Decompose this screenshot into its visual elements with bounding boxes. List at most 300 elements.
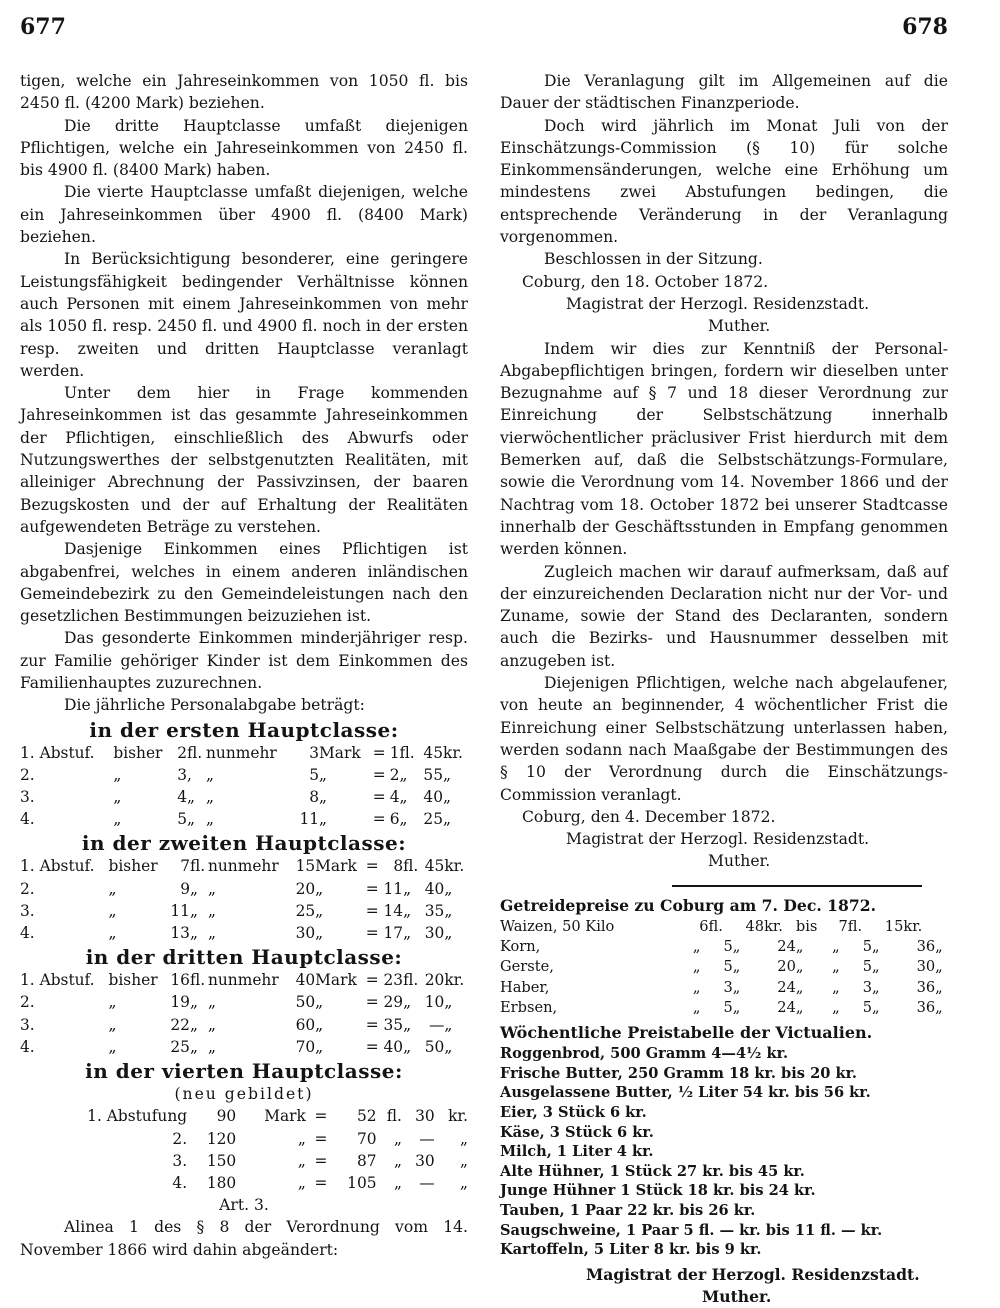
victuals-list bbox=[500, 1044, 948, 1260]
class-heading-2: in der zweiten Hauptclasse: bbox=[81, 831, 407, 856]
table-cell: = bbox=[365, 1015, 379, 1034]
table-cell: = bbox=[365, 971, 379, 990]
section-divider bbox=[672, 885, 922, 887]
table-cell: — bbox=[428, 1015, 445, 1034]
table-cell: Mark bbox=[264, 1107, 306, 1126]
table-cell: = bbox=[372, 810, 386, 829]
rates-table-3 bbox=[20, 969, 468, 1058]
page-number-right: 678 bbox=[902, 14, 948, 40]
table-cell: 19 bbox=[170, 993, 190, 1012]
table-cell: 3. bbox=[20, 901, 35, 920]
signature-name: Muther. bbox=[708, 852, 771, 871]
table-cell: 90 bbox=[216, 1107, 237, 1126]
table-cell: 4. bbox=[20, 810, 35, 829]
table-cell: „ bbox=[692, 938, 701, 956]
table-cell: 3. bbox=[172, 1151, 188, 1170]
table-row bbox=[20, 1105, 468, 1127]
grain-prices-table bbox=[500, 917, 948, 1018]
table-cell: „ bbox=[189, 901, 198, 920]
table-cell: 24 bbox=[777, 998, 796, 1016]
table-cell: fl. bbox=[187, 743, 203, 762]
table-cell: „ bbox=[732, 978, 741, 996]
table-cell: „ bbox=[444, 1015, 453, 1034]
list-item: Junge Hühner 1 Stück 18 kr. bis 24 kr. bbox=[500, 1182, 816, 1200]
table-cell: 45 bbox=[424, 857, 445, 876]
table-cell: 7 bbox=[180, 857, 190, 876]
right-column bbox=[500, 70, 948, 1308]
list-item: Frische Butter, 250 Gramm 18 kr. bis 20 kr. bbox=[500, 1064, 858, 1082]
table-cell: kr. bbox=[443, 743, 463, 762]
table-cell: „ bbox=[403, 901, 412, 920]
table-cell: 25 bbox=[423, 810, 444, 829]
table-cell: — bbox=[419, 1173, 435, 1192]
table-row bbox=[20, 764, 468, 786]
table-cell: „ bbox=[315, 993, 324, 1012]
table-cell: 5 bbox=[862, 998, 873, 1016]
table-cell: „ bbox=[872, 978, 880, 996]
list-item: Kartoffeln, 5 Liter 8 kr. bis 9 kr. bbox=[500, 1241, 762, 1259]
signature-authority: Magistrat der Herzogl. Residenzstadt. bbox=[566, 830, 870, 849]
table-cell: kr. bbox=[764, 917, 783, 935]
table-cell: „ bbox=[795, 978, 804, 996]
table-row bbox=[500, 957, 948, 977]
table-row bbox=[20, 1150, 468, 1172]
table-cell: 20 bbox=[424, 971, 445, 990]
table-cell: „ bbox=[403, 1037, 412, 1056]
table-cell: „ bbox=[872, 938, 880, 956]
table-cell: kr. bbox=[448, 1107, 468, 1126]
table-cell: 6 bbox=[389, 810, 400, 829]
table-cell: 50 bbox=[424, 1037, 445, 1056]
table-cell: Korn, bbox=[500, 938, 541, 956]
table-cell: 3 bbox=[177, 765, 188, 784]
paragraph: Die Veranlagung gilt im Allgemeinen auf die Dauer der städtischen Finanzperiode. bbox=[500, 72, 948, 113]
list-item: Ausgelassene Butter, ½ Liter 54 kr. bis 56 kr. bbox=[500, 1084, 871, 1102]
list-item: Käse, 3 Stück 6 kr. bbox=[500, 1123, 654, 1141]
table-cell: „ bbox=[460, 1129, 468, 1148]
table-cell: „ bbox=[692, 958, 701, 976]
page-number-left: 677 bbox=[20, 14, 66, 40]
table-cell: Erbsen, bbox=[500, 998, 558, 1016]
paragraph: Die jährliche Personalabgabe beträgt: bbox=[64, 696, 365, 715]
table-cell: „ bbox=[403, 993, 412, 1012]
table-cell: Mark bbox=[319, 743, 361, 762]
table-cell: „ bbox=[935, 938, 943, 956]
table-cell: „ bbox=[795, 958, 804, 976]
table-cell: 1. Abstufung bbox=[87, 1107, 188, 1126]
table-cell: 4 bbox=[389, 788, 400, 807]
table-cell: „ bbox=[935, 958, 943, 976]
table-cell: 105 bbox=[347, 1173, 377, 1192]
table-cell: 24 bbox=[777, 978, 796, 996]
table-cell: kr. bbox=[444, 971, 465, 990]
table-cell: „ bbox=[832, 938, 840, 956]
table-cell: 70 bbox=[295, 1037, 316, 1056]
table-cell: fl. bbox=[708, 917, 723, 935]
table-cell: „ bbox=[444, 1037, 453, 1056]
table-cell: 25 bbox=[170, 1037, 190, 1056]
table-cell: „ bbox=[393, 1151, 402, 1170]
table-cell: „ bbox=[399, 765, 408, 784]
table-cell: nunmehr bbox=[206, 743, 277, 762]
table-cell: 4. bbox=[20, 1037, 35, 1056]
table-cell: „ bbox=[315, 924, 324, 943]
table-cell: 4. bbox=[20, 924, 35, 943]
table-cell: = bbox=[365, 993, 379, 1012]
table-cell: „ bbox=[108, 879, 117, 898]
table-cell: 20 bbox=[295, 879, 316, 898]
table-cell: 9 bbox=[180, 879, 190, 898]
table-cell: „ bbox=[319, 788, 328, 807]
table-cell: „ bbox=[315, 901, 324, 920]
table-cell: = bbox=[314, 1151, 328, 1170]
table-cell: fl. bbox=[403, 971, 419, 990]
signature-authority: Magistrat der Herzogl. Residenzstadt. bbox=[566, 294, 870, 313]
rates-table-2 bbox=[20, 855, 468, 944]
table-cell: „ bbox=[113, 788, 122, 807]
table-cell: Waizen, 50 Kilo bbox=[500, 917, 615, 935]
table-cell: 23 bbox=[383, 971, 404, 990]
table-cell: „ bbox=[692, 998, 701, 1016]
list-item: Eier, 3 Stück 6 kr. bbox=[500, 1104, 647, 1122]
table-cell: 22 bbox=[170, 1015, 190, 1034]
table-cell: „ bbox=[108, 993, 117, 1012]
table-cell: „ bbox=[732, 938, 741, 956]
class-heading-3: in der dritten Hauptclasse: bbox=[85, 945, 403, 970]
table-cell: „ bbox=[297, 1151, 306, 1170]
table-cell: „ bbox=[319, 810, 328, 829]
table-cell: 20 bbox=[777, 958, 796, 976]
table-cell: Mark bbox=[315, 857, 357, 876]
table-cell: fl. bbox=[399, 743, 415, 762]
table-cell: „ bbox=[443, 788, 451, 807]
table-cell: „ bbox=[207, 924, 216, 943]
table-cell: 8 bbox=[309, 788, 320, 807]
table-cell: = bbox=[365, 857, 379, 876]
table-cell: 3 bbox=[309, 743, 320, 762]
table-cell: 5 bbox=[862, 958, 873, 976]
table-cell: 13 bbox=[170, 924, 190, 943]
table-cell: 8 bbox=[393, 857, 404, 876]
table-cell: „ bbox=[207, 1037, 216, 1056]
table-cell: 87 bbox=[356, 1151, 377, 1170]
table-cell: 15 bbox=[884, 917, 904, 935]
table-cell: 35 bbox=[424, 901, 445, 920]
table-cell: = bbox=[372, 743, 386, 762]
table-row bbox=[500, 937, 948, 957]
table-cell: „ bbox=[393, 1129, 402, 1148]
table-cell: 45 bbox=[423, 743, 444, 762]
table-row bbox=[20, 969, 468, 991]
class-heading-4: in der vierten Hauptclasse: bbox=[85, 1059, 403, 1084]
table-cell: „ bbox=[399, 810, 408, 829]
table-row bbox=[20, 742, 468, 764]
table-cell: 1. Abstuf. bbox=[20, 971, 95, 990]
table-cell: 50 bbox=[295, 993, 316, 1012]
table-cell: „ bbox=[460, 1173, 468, 1192]
table-cell: nunmehr bbox=[207, 971, 279, 990]
signature-place-date: Coburg, den 4. December 1872. bbox=[522, 807, 776, 826]
table-cell: = bbox=[372, 788, 386, 807]
table-cell: „ bbox=[315, 1015, 324, 1034]
table-cell: 10 bbox=[424, 993, 445, 1012]
table-cell: 5 bbox=[177, 810, 188, 829]
class-heading-1: in der ersten Hauptclasse: bbox=[89, 717, 399, 742]
table-cell: — bbox=[419, 1129, 435, 1148]
table-cell: „ bbox=[187, 788, 195, 807]
paragraph: Diejenigen Pflichtigen, welche nach abgelaufener, von heute an beginnender, 4 wöchentlicher Frist die Einreichung einer Selbstschätzung unterlassen haben, werden sodann nach Maaßgabe der Bestimmungen des § 10 der Verordnung durch die Einschätzungs-Commission veranlagt. bbox=[500, 674, 948, 804]
table-cell: 29 bbox=[383, 993, 404, 1012]
table-cell: 36 bbox=[916, 978, 936, 996]
table-row bbox=[500, 998, 948, 1018]
table-cell: 2. bbox=[20, 765, 35, 784]
table-cell: „ bbox=[206, 810, 214, 829]
table-cell: „ bbox=[393, 1173, 402, 1192]
table-cell: 36 bbox=[916, 938, 936, 956]
table-cell: „ bbox=[443, 810, 451, 829]
paragraph: Die vierte Hauptclasse umfaßt diejenigen, welche ein Jahreseinkommen über 4900 fl. (8400 Mark) beziehen. bbox=[20, 183, 468, 247]
table-cell: 60 bbox=[295, 1015, 316, 1034]
signature-name: Muther. bbox=[702, 1287, 772, 1307]
table-cell: 35 bbox=[383, 1015, 404, 1034]
table-cell: „ bbox=[189, 993, 198, 1012]
table-cell: bisher bbox=[108, 857, 158, 876]
table-cell: Gerste, bbox=[500, 958, 554, 976]
table-cell: „ bbox=[108, 1037, 117, 1056]
table-row bbox=[500, 978, 948, 998]
table-cell: 40 bbox=[383, 1037, 404, 1056]
table-cell: „ bbox=[108, 901, 117, 920]
table-row bbox=[500, 917, 948, 937]
table-cell: „ bbox=[795, 938, 804, 956]
table-cell: 1 bbox=[389, 743, 400, 762]
table-cell: nunmehr bbox=[207, 857, 279, 876]
table-cell: „ bbox=[315, 879, 324, 898]
table-cell: 11 bbox=[383, 879, 404, 898]
table-cell: 2. bbox=[20, 993, 35, 1012]
table-cell: 2. bbox=[172, 1129, 188, 1148]
table-row bbox=[20, 991, 468, 1013]
table-cell: 5 bbox=[723, 998, 733, 1016]
table-cell: 3. bbox=[20, 1015, 35, 1034]
table-row bbox=[20, 1128, 468, 1150]
table-cell: 3 bbox=[862, 978, 873, 996]
table-cell: 2. bbox=[20, 879, 35, 898]
paragraph: Indem wir dies zur Kenntniß der Personal-Abgabepflichtigen bringen, fordern wir dieselben unter Bezugnahme auf § 7 und 18 dieser Verordnung zur Einreichung der Selbstschätzung innerhalb vierwöchentlicher präclusiver Frist hierdurch mit dem Bemerken auf, daß die Selbstschätzungs-Formulare, sowie die Verordnung vom 14. November 1866 und der Nachtrag vom 18. October 1872 bei unserer Stadtcasse innerhalb der Geschäftsstunden in Empfang genommen werden können. bbox=[500, 339, 948, 559]
table-cell: „ bbox=[206, 765, 214, 784]
table-row bbox=[20, 1036, 468, 1058]
table-row bbox=[20, 786, 468, 808]
table-cell: 52 bbox=[356, 1107, 377, 1126]
table-cell: „ bbox=[113, 810, 122, 829]
table-cell: „ bbox=[935, 998, 943, 1016]
table-cell: 14 bbox=[383, 901, 404, 920]
table-cell: kr. bbox=[903, 917, 923, 935]
left-column bbox=[20, 70, 468, 1261]
table-cell: „ bbox=[113, 765, 122, 784]
table-cell: „ bbox=[189, 1037, 198, 1056]
table-cell: = bbox=[365, 901, 379, 920]
victuals-title: Wöchentliche Preistabelle der Victualien. bbox=[500, 1023, 873, 1042]
table-cell: „ bbox=[189, 924, 198, 943]
table-cell: „ bbox=[187, 810, 195, 829]
table-cell: „ bbox=[207, 879, 216, 898]
table-cell: „ bbox=[297, 1129, 306, 1148]
table-cell: 5 bbox=[309, 765, 320, 784]
table-cell: 16 bbox=[170, 971, 190, 990]
table-cell: = bbox=[372, 765, 386, 784]
table-cell: „ bbox=[207, 1015, 216, 1034]
paragraph: In Berücksichtigung besonderer, eine geringere Leistungsfähigkeit bedingender Verhältnisse können auch Personen mit einem Jahreseinkommen von mehr als 1050 fl. resp. 2450 fl. und 4900 fl. noch in der ersten resp. zweiten und dritten Hauptclasse veranlagt werden. bbox=[20, 250, 468, 380]
table-row bbox=[20, 808, 468, 830]
table-cell: 70 bbox=[356, 1129, 377, 1148]
table-cell: fl. bbox=[189, 857, 206, 876]
signature-authority: Magistrat der Herzogl. Residenzstadt. bbox=[586, 1264, 920, 1284]
table-cell: „ bbox=[297, 1173, 306, 1192]
table-row bbox=[20, 1014, 468, 1036]
table-cell: 48 bbox=[745, 917, 765, 935]
table-cell: „ bbox=[108, 1015, 117, 1034]
list-item: Alte Hühner, 1 Stück 27 kr. bis 45 kr. bbox=[500, 1162, 805, 1180]
table-cell: 4 bbox=[177, 788, 188, 807]
table-cell: 1. Abstuf. bbox=[20, 743, 95, 762]
table-cell: bis bbox=[795, 917, 818, 935]
table-cell: „ bbox=[795, 998, 804, 1016]
table-cell: 2 bbox=[389, 765, 400, 784]
table-cell: „ bbox=[832, 998, 840, 1016]
table-cell: 5 bbox=[862, 938, 873, 956]
table-cell: 30 bbox=[424, 924, 445, 943]
table-cell: 17 bbox=[383, 924, 404, 943]
table-cell: = bbox=[314, 1129, 328, 1148]
table-cell: 40 bbox=[423, 788, 444, 807]
table-cell: = bbox=[365, 879, 379, 898]
signature-place-date: Coburg, den 18. October 1872. bbox=[522, 272, 769, 291]
table-cell: „ bbox=[207, 993, 216, 1012]
signature-name: Muther. bbox=[708, 317, 771, 336]
table-cell: = bbox=[365, 1037, 379, 1056]
table-cell: „ bbox=[403, 1015, 412, 1034]
table-cell: Haber, bbox=[500, 978, 550, 996]
table-cell: 24 bbox=[777, 938, 796, 956]
table-cell: „ bbox=[872, 958, 880, 976]
table-cell: Mark bbox=[315, 971, 357, 990]
table-cell: „ bbox=[832, 958, 840, 976]
table-cell: kr. bbox=[444, 857, 465, 876]
table-cell: „ bbox=[207, 901, 216, 920]
table-cell: „ bbox=[872, 998, 880, 1016]
table-cell: 15 bbox=[295, 857, 316, 876]
table-cell: „ bbox=[444, 901, 453, 920]
table-cell: 180 bbox=[206, 1173, 237, 1192]
paragraph: Die dritte Hauptclasse umfaßt diejenigen Pflichtigen, welche ein Jahreseinkommen von 2450 fl. bis 4900 fl. (8400 Mark) haben. bbox=[20, 116, 468, 180]
paragraph: Alinea 1 des § 8 der Verordnung vom 14. November 1866 wird dahin abgeändert: bbox=[20, 1218, 468, 1259]
paragraph: tigen, welche ein Jahreseinkommen von 1050 fl. bis 2450 fl. (4200 Mark) beziehen. bbox=[20, 72, 468, 113]
paragraph: Doch wird jährlich im Monat Juli von der Einschätzungs-Commission (§ 10) für solche Einkommensänderungen, welche eine Erhöhung um mindestens zwei Abstufungen bedingen, die entsprechende Veränderung in der Veranlagung vorgenommen. bbox=[500, 116, 948, 247]
rates-table-4 bbox=[20, 1105, 468, 1194]
table-row bbox=[20, 900, 468, 922]
table-cell: „ bbox=[832, 978, 840, 996]
table-row bbox=[20, 878, 468, 900]
table-cell: „ bbox=[403, 924, 412, 943]
table-cell: 55 bbox=[423, 765, 444, 784]
table-cell: „ bbox=[315, 1037, 324, 1056]
table-cell: 30 bbox=[916, 958, 936, 976]
paragraph: Das gesonderte Einkommen minderjähriger resp. zur Familie gehöriger Kinder ist dem Einkommen des Familienhauptes zuzurechnen. bbox=[20, 629, 468, 693]
table-cell: 6 bbox=[699, 917, 709, 935]
table-cell: „ bbox=[189, 879, 198, 898]
table-cell: 7 bbox=[838, 917, 848, 935]
table-cell: bisher bbox=[113, 743, 163, 762]
table-cell: 11 bbox=[299, 810, 320, 829]
list-item: Milch, 1 Liter 4 kr. bbox=[500, 1143, 654, 1161]
table-cell: 150 bbox=[206, 1151, 237, 1170]
class-subheading: (neu gebildet) bbox=[174, 1085, 314, 1104]
table-cell: „ bbox=[692, 978, 701, 996]
rates-table-1 bbox=[20, 742, 468, 831]
table-cell: 5 bbox=[723, 938, 733, 956]
table-cell: fl. bbox=[847, 917, 863, 935]
table-cell: 40 bbox=[424, 879, 445, 898]
list-item: Roggenbrod, 500 Gramm 4—4½ kr. bbox=[500, 1045, 789, 1063]
table-cell: 36 bbox=[916, 998, 936, 1016]
table-cell: „ bbox=[444, 993, 453, 1012]
table-cell: 3 bbox=[723, 978, 733, 996]
table-cell: bisher bbox=[108, 971, 158, 990]
table-cell: 2 bbox=[177, 743, 188, 762]
table-cell: 30 bbox=[295, 924, 316, 943]
table-cell: „ bbox=[460, 1151, 468, 1170]
table-cell: 4. bbox=[172, 1173, 188, 1192]
paragraph: Beschlossen in der Sitzung. bbox=[544, 250, 763, 269]
list-item: Tauben, 1 Paar 22 kr. bis 26 kr. bbox=[500, 1202, 756, 1220]
paragraph: Zugleich machen wir darauf aufmerksam, daß auf der einzureichenden Declaration nicht nur der Vor- und Zuname, sowie der Stand des Declaranten, sondern auch die Bezirks- und Hausnummer desselben mit anzugeben ist. bbox=[500, 562, 948, 670]
table-cell: 40 bbox=[295, 971, 316, 990]
table-cell: „ bbox=[443, 765, 451, 784]
table-cell: „ bbox=[444, 924, 453, 943]
table-cell: „ bbox=[732, 998, 741, 1016]
paragraph: Unter dem hier in Frage kommenden Jahreseinkommen ist das gesammte Jahreseinkommen der Pflichtigen, einschließlich des Abwurfs oder Nutzungswerthes der selbstgenutzten Realitäten, mit alleiniger Abrechnung der Passivzinsen, der baaren Bezugskosten und der auf Erhaltung der Realitäten aufgewendeten Beträge zu verstehen. bbox=[20, 384, 468, 536]
table-cell: „ bbox=[732, 958, 741, 976]
table-cell: „ bbox=[319, 765, 328, 784]
table-cell: „ bbox=[189, 1015, 198, 1034]
table-cell: fl. bbox=[189, 971, 206, 990]
table-cell: 1. Abstuf. bbox=[20, 857, 95, 876]
table-cell: 3. bbox=[20, 788, 35, 807]
table-cell: „ bbox=[108, 924, 117, 943]
table-cell: = bbox=[314, 1173, 328, 1192]
table-cell: „ bbox=[403, 879, 412, 898]
table-row bbox=[20, 1172, 468, 1194]
table-row bbox=[20, 855, 468, 877]
table-cell: 11 bbox=[170, 901, 190, 920]
table-cell: 30 bbox=[415, 1151, 435, 1170]
article-heading: Art. 3. bbox=[219, 1196, 269, 1215]
table-cell: „ bbox=[935, 978, 943, 996]
table-cell: fl. bbox=[386, 1107, 402, 1126]
table-cell: 25 bbox=[295, 901, 316, 920]
table-cell: „ bbox=[399, 788, 408, 807]
list-item: Saugschweine, 1 Paar 5 fl. — kr. bis 11 fl. — kr. bbox=[500, 1221, 883, 1239]
paragraph: Dasjenige Einkommen eines Pflichtigen ist abgabenfrei, welches in einem anderen inländischen Gemeindebezirk zu den Gemeindeleistungen nach den gesetzlichen Bestimmungen beizuziehen ist. bbox=[20, 540, 468, 626]
table-cell: 30 bbox=[415, 1107, 435, 1126]
table-cell: = bbox=[314, 1107, 328, 1126]
table-cell: „ bbox=[444, 879, 453, 898]
table-cell: = bbox=[365, 924, 379, 943]
table-cell: „ bbox=[206, 788, 214, 807]
grain-prices-title: Getreidepreise zu Coburg am 7. Dec. 1872. bbox=[500, 895, 877, 915]
table-cell: , bbox=[187, 765, 192, 784]
